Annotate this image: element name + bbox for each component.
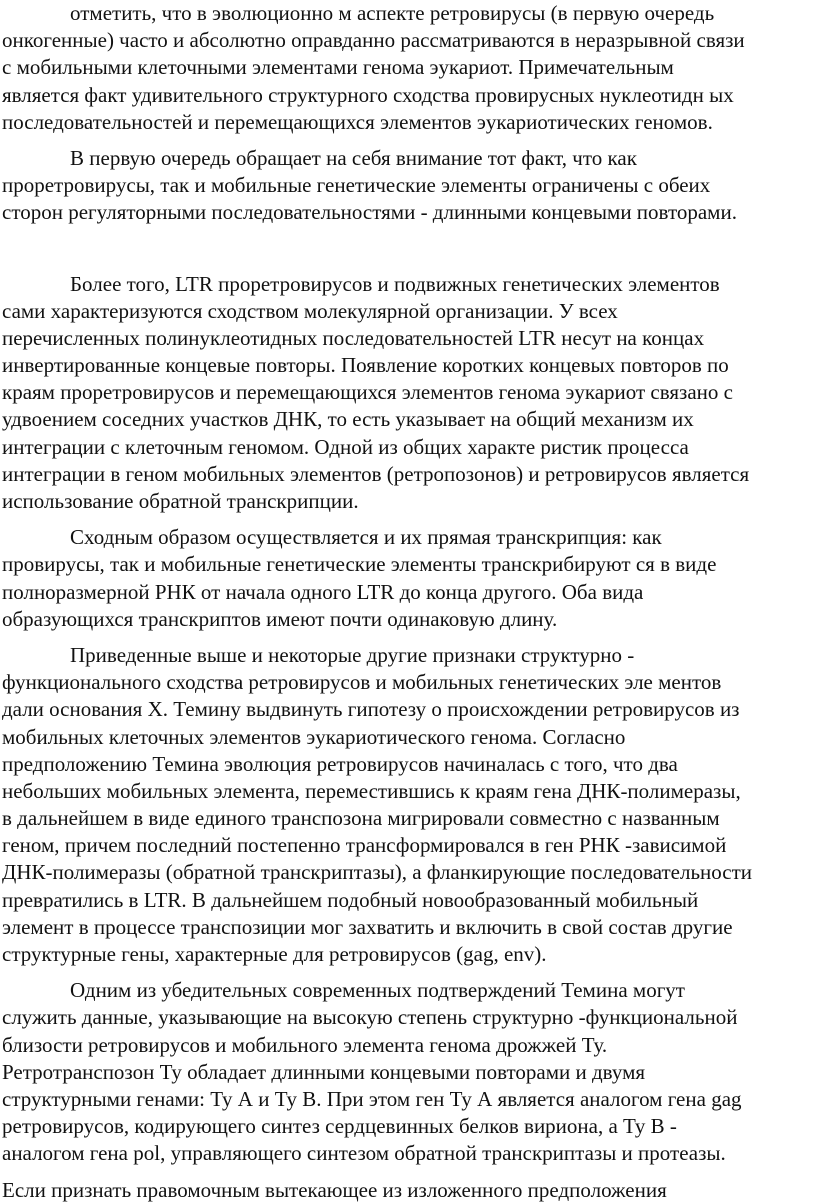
- text-line: сами характеризуются сходством молекулярной организации. У всех: [2, 298, 618, 323]
- text-line: с мобильными клеточными элементами генома эукариот. Примечательным: [2, 55, 674, 80]
- text-line: удвоением соседних участков ДНК, то есть указывает на общий механизм их: [2, 407, 694, 432]
- paragraph-4: [0, 524, 816, 633]
- text-line: перечисленных полинуклеотидных последовательностей LTR несут на концах: [2, 325, 705, 350]
- paragraph-6: [0, 977, 816, 1167]
- text-line: геном, причем последний постепенно трансформировался в ген РНК -зависимой: [2, 833, 727, 858]
- text-line: Если признать правомочным вытекающее из изложенного предположения: [2, 1177, 667, 1202]
- text-line: предположению Темина эволюция ретровирусов начиналась с того, что два: [2, 751, 678, 776]
- text-line: полноразмерной РНК от начала одного LTR до конца другого. Оба вида: [2, 579, 644, 604]
- text-line: небольших мобильных элемента, переместившись к краям гена ДНК-полимеразы,: [2, 778, 741, 803]
- text-line: последовательностей и перемещающихся элементов эукариотических геномов.: [2, 109, 713, 134]
- paragraph-2: [0, 145, 816, 227]
- text-line: Более того, LTR проретровирусов и подвижных генетических элементов: [70, 271, 720, 296]
- text-line: онкогенные) часто и абсолютно оправданно рассматриваются в неразрывной связи: [2, 28, 745, 53]
- text-line: аналогом гена pol, управляющего синтезом обратной транскриптазы и протеазы.: [2, 1141, 726, 1166]
- text-line: мобильных клеточных элементов эукариотического генома. Согласно: [2, 724, 626, 749]
- text-line: служить данные, указывающие на высокую степень структурно -функциональной: [2, 1005, 738, 1030]
- text-line: провирусы, так и мобильные генетические элементы транскрибируют ся в виде: [2, 552, 717, 577]
- text-line: дали основания Х. Темину выдвинуть гипотезу о происхождении ретровирусов из: [2, 697, 740, 722]
- text-line: сторон регуляторными последовательностями - длинными концевыми повторами.: [2, 200, 737, 225]
- text-line: инвертированные концевые повторы. Появление коротких концевых повторов по: [2, 353, 729, 378]
- text-line: Одним из убедительных современных подтверждений Темина могут: [70, 978, 685, 1003]
- text-line: элемент в процессе транспозиции мог захватить и включить в свой состав другие: [2, 914, 733, 939]
- text-line: Сходным образом осуществляется и их прямая транскрипция: как: [70, 525, 662, 550]
- paragraph-1: [0, 0, 816, 136]
- text-line: ДНК-полимеразы (обратной транскриптазы), а фланкирующие последовательности: [2, 860, 753, 885]
- text-line: краям проретровирусов и перемещающихся элементов генома эукариот связано с: [2, 380, 733, 405]
- text-line: В первую очередь обращает на себя внимание тот факт, что как: [70, 145, 637, 170]
- text-line: интеграции с клеточным геномом. Одной из общих характе ристик процесса: [2, 434, 689, 459]
- text-line: интеграции в геном мобильных элементов (ретропозонов) и ретровирусов является: [2, 461, 750, 486]
- text-line: образующихся транскриптов имеют почти одинаковую длину.: [2, 606, 558, 631]
- text-line: Ретротранспозон Ту обладает длинными концевыми повторами и двумя: [2, 1059, 646, 1084]
- text-line: близости ретровирусов и мобильного элемента генома дрожжей Ту.: [2, 1032, 608, 1057]
- text-line: отметить, что в эволюционно м аспекте ретровирусы (в первую очередь: [70, 1, 715, 25]
- text-line: структурные гены, характерные для ретровирусов (gag, env).: [2, 942, 547, 966]
- text-line: в дальнейшем в виде единого транспозона мигрировали совместно с названным: [2, 806, 720, 831]
- text-line: превратились в LTR. В дальнейшем подобный новообразованный мобильный: [2, 887, 699, 912]
- paragraph-3: [0, 271, 816, 516]
- text-line: Приведенные выше и некоторые другие признаки структурно -: [70, 642, 635, 667]
- text-line: является факт удивительного структурного сходства провирусных нуклеотидн ых: [2, 82, 734, 107]
- text-line: ретровирусов, кодирующего синтез сердцевинных белков вириона, а Ту В -: [2, 1114, 677, 1139]
- text-line: структурными генами: Ту А и Ту В. При этом ген Ту А является аналогом гена gag: [2, 1086, 742, 1111]
- text-line: проретровирусы, так и мобильные генетические элементы ограничены с обеих: [2, 173, 711, 198]
- text-line: функционального сходства ретровирусов и мобильных генетических эле ментов: [2, 670, 722, 695]
- text-line: использование обратной транскрипции.: [2, 489, 359, 513]
- paragraph-7: [0, 1177, 816, 1204]
- paragraph-5: [0, 642, 816, 968]
